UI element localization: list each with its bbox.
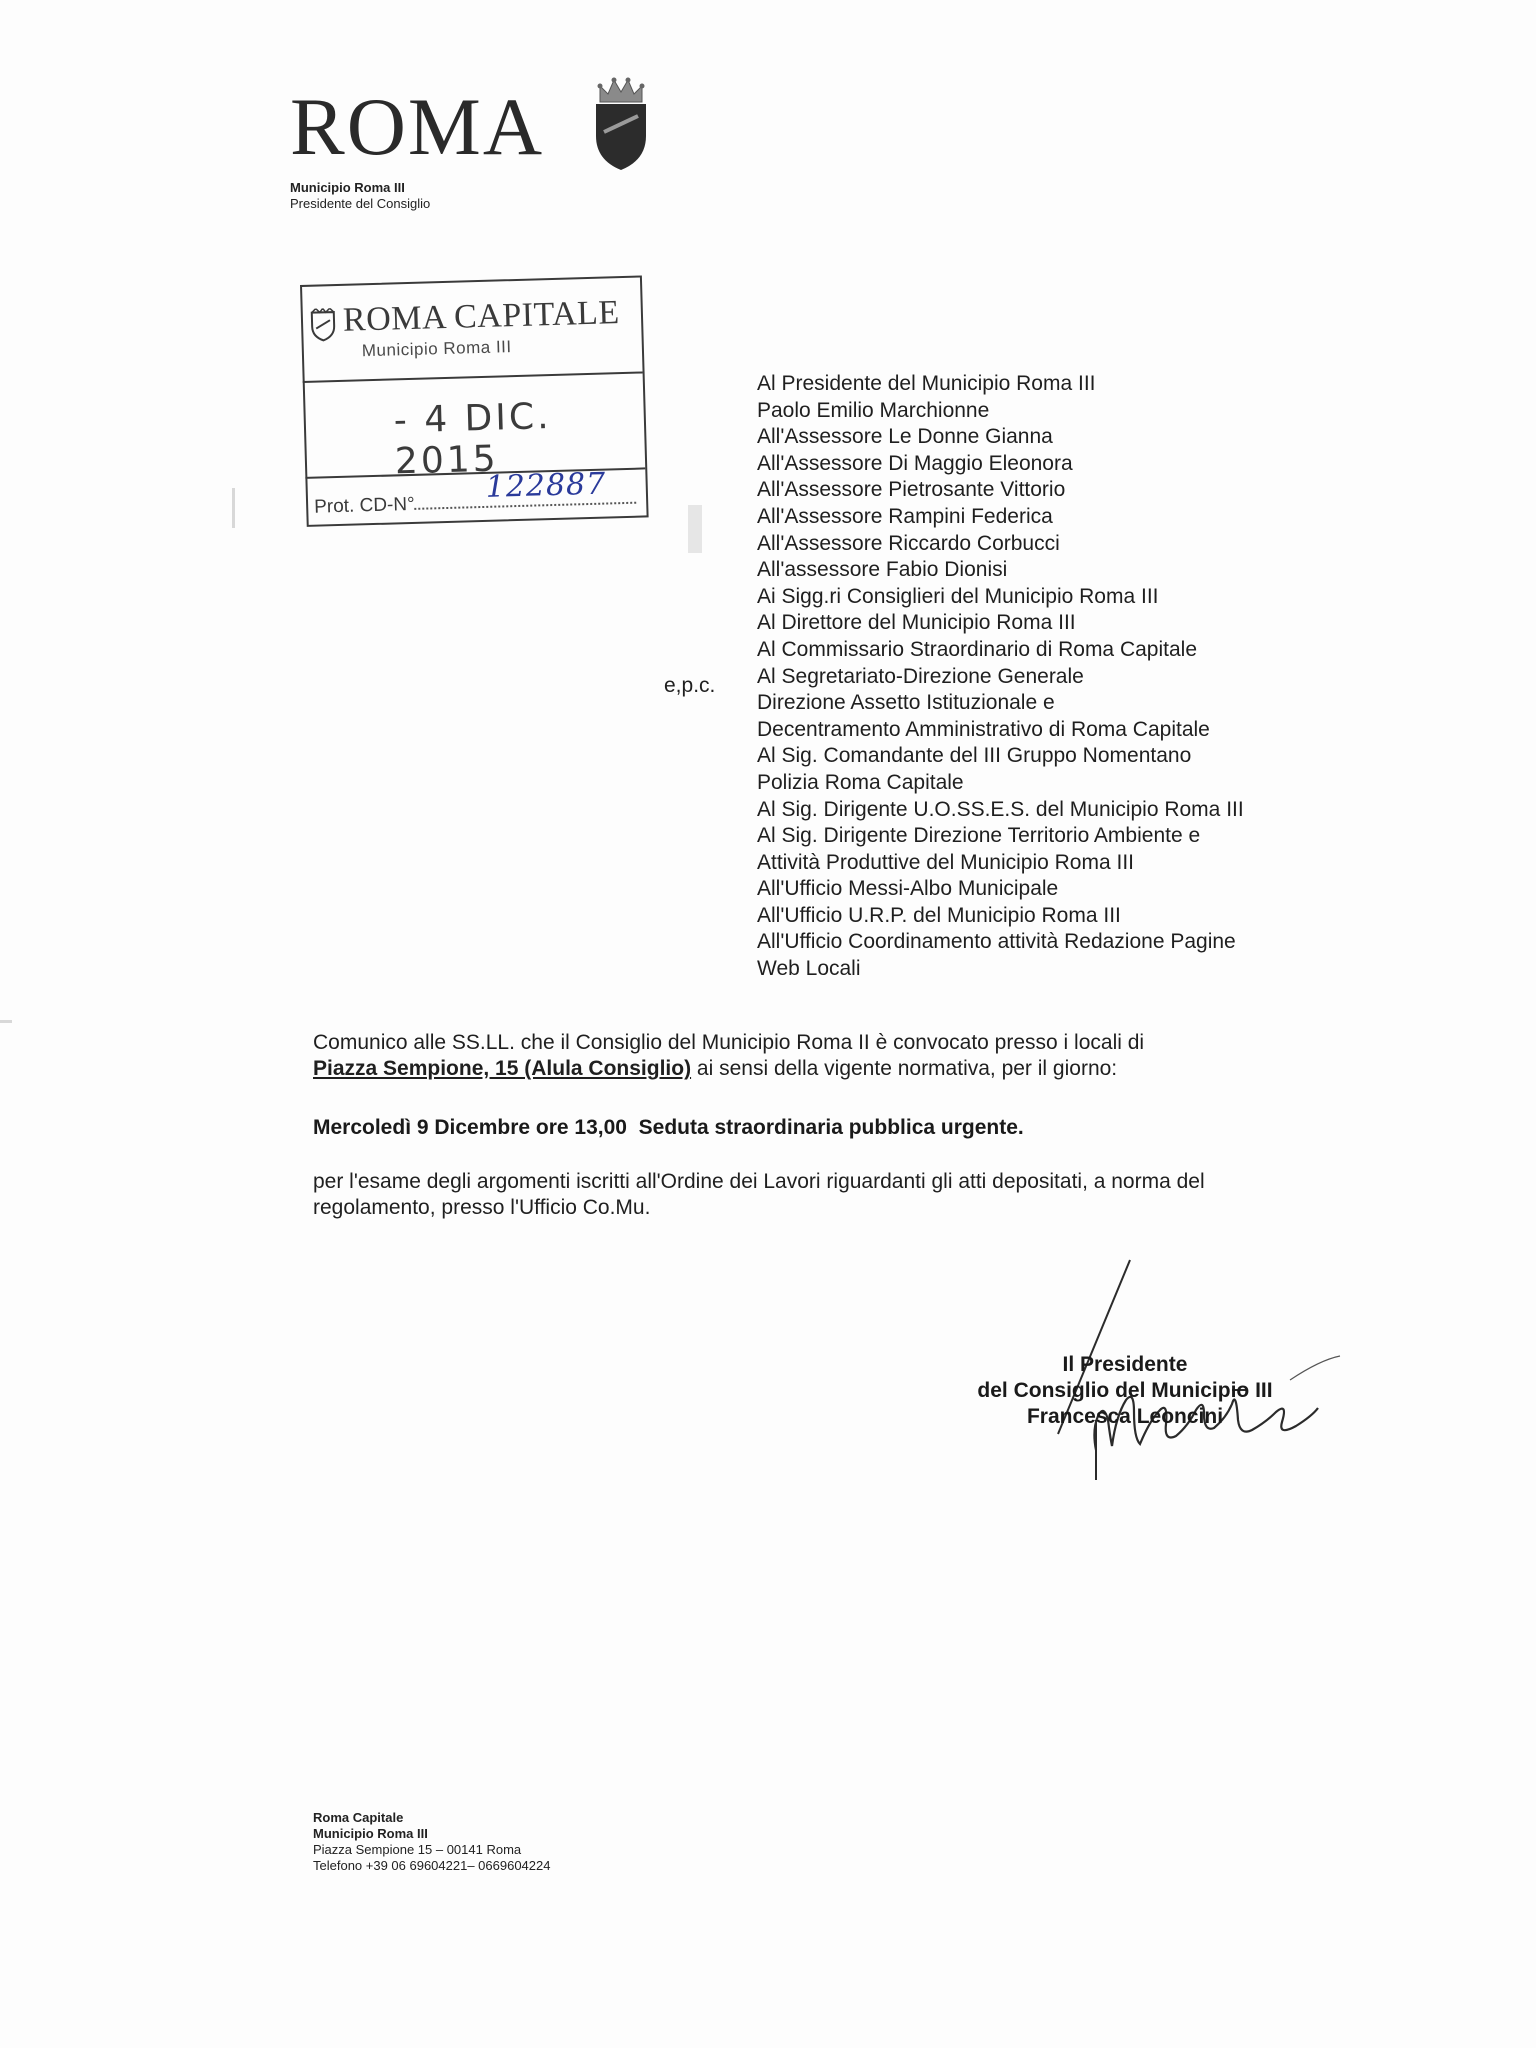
- stamp-seal-icon: [309, 308, 338, 343]
- recipient-line: Al Direttore del Municipio Roma III: [757, 611, 1076, 635]
- recipient-line: Al Sig. Dirigente U.O.SS.E.S. del Municipio Roma III: [757, 797, 1244, 821]
- recipient-line: Web Locali: [757, 957, 861, 981]
- recipient-line: All'Assessore Rampini Federica: [757, 504, 1053, 528]
- recipient-line: All'Ufficio U.R.P. del Municipio Roma III: [757, 903, 1121, 927]
- meeting-place: Piazza Sempione, 15 (Alula Consiglio): [313, 1057, 692, 1080]
- meeting-date-line: Mercoledì 9 Dicembre ore 13,00 Seduta straordinaria pubblica urgente.: [313, 1116, 1024, 1139]
- scan-mark: [232, 488, 235, 528]
- signature-title: Il Presidente: [1062, 1353, 1188, 1376]
- recipient-line: All'Ufficio Coordinamento attività Redazione Pagine: [757, 930, 1236, 954]
- intro-text-end: ai sensi della vigente normativa, per il giorno:: [691, 1057, 1118, 1080]
- stamp-subtitle: Municipio Roma III: [361, 337, 512, 361]
- intro-text: Comunico alle SS.LL. che il Consiglio del Municipio Roma II è convocato presso i locali di: [313, 1031, 1145, 1054]
- recipient-line: Decentramento Amministrativo di Roma Capitale: [757, 717, 1210, 741]
- recipient-line: All'assessore Fabio Dionisi: [757, 558, 1008, 582]
- header-role: Presidente del Consiglio: [290, 196, 431, 211]
- convocation-text: [313, 1030, 1313, 1082]
- stamp-date: - 4 DIC. 2015: [393, 396, 553, 483]
- header-municipio: Municipio Roma III: [290, 180, 405, 195]
- protocol-label: Prot. CD-N°: [313, 493, 415, 518]
- recipient-line: Al Presidente del Municipio Roma III: [757, 372, 1096, 395]
- recipient-line: Polizia Roma Capitale: [757, 770, 964, 794]
- footer-entity: Roma Capitale: [313, 1810, 404, 1825]
- recipient-line: All'Ufficio Messi-Albo Municipale: [757, 877, 1059, 901]
- footer-municipio: Municipio Roma III: [313, 1826, 428, 1841]
- recipient-line: All'Assessore Di Maggio Eleonora: [757, 451, 1073, 475]
- recipient-line: All'Assessore Pietrosante Vittorio: [757, 478, 1066, 502]
- epc-label: e,p.c.: [664, 674, 716, 697]
- recipient-line: All'Assessore Riccardo Corbucci: [757, 531, 1060, 555]
- footer-address: [313, 1810, 550, 1874]
- footer-street: Piazza Sempione 15 – 00141 Roma: [313, 1842, 522, 1857]
- recipient-line: Al Sig. Comandante del III Gruppo Nomentano: [757, 744, 1192, 768]
- scan-mark: [0, 1020, 12, 1023]
- protocol-number: 122887: [485, 466, 607, 505]
- recipient-line: Al Sig. Dirigente Direzione Territorio Ambiente e: [757, 824, 1201, 848]
- stamp-title: ROMA CAPITALE: [342, 294, 621, 339]
- recipient-line: Ai Sigg.ri Consiglieri del Municipio Roma III: [757, 584, 1159, 608]
- recipient-line: Al Segretariato-Direzione Generale: [757, 664, 1084, 688]
- header-subtitle: [290, 180, 430, 212]
- crest-icon: [590, 72, 652, 172]
- recipient-line: Paolo Emilio Marchionne: [757, 398, 990, 422]
- signature-name: Francesca Leoncini: [1026, 1405, 1224, 1428]
- recipient-line: All'Assessore Le Donne Gianna: [757, 425, 1053, 449]
- recipient-list: [757, 371, 1337, 983]
- recipient-line: Al Commissario Straordinario di Roma Capitale: [757, 637, 1197, 661]
- protocol-stamp: [300, 276, 647, 525]
- scan-mark: [688, 505, 702, 553]
- exam-paragraph: per l'esame degli argomenti iscritti all'Ordine dei Lavori riguardanti gli atti depositati, a norma del regolamento, presso l'Ufficio Co.Mu.: [313, 1170, 1205, 1219]
- convocation-paragraph: [313, 1030, 1313, 1082]
- roma-logo-word: ROMA: [290, 81, 545, 172]
- recipient-line: Attività Produttive del Municipio Roma III: [757, 850, 1134, 874]
- footer-phone: Telefono +39 06 69604221– 0669604224: [313, 1858, 551, 1873]
- recipient-line: Direzione Assetto Istituzionale e: [757, 691, 1055, 715]
- signature-block: [890, 1352, 1360, 1430]
- signature-role: del Consiglio del Municipio III: [977, 1379, 1273, 1402]
